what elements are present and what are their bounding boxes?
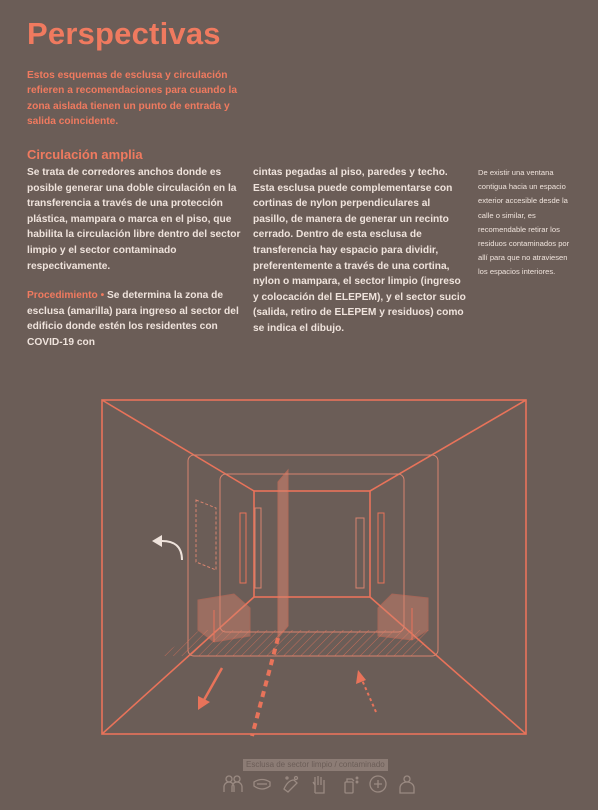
procedure-text: Se determina la zona de esclusa (amarilla) para ingreso al sector del edificio donde estén los residentes con COVID-19 con: [27, 290, 239, 348]
figure-caption: Esclusa de sector limpio / contaminado: [243, 759, 388, 771]
outflow-arrow-icon: [204, 668, 222, 700]
handwash-icon: [280, 773, 302, 795]
mask-icon: [251, 773, 273, 795]
side-note-text: De existir una ventana contigua hacia un espacio exterior accesible desde la calle o similar, es recomendable retirar los residuos contaminados por allí para que no atraviesen los espacios interiores.: [478, 168, 570, 277]
exit-arrow-icon: [160, 541, 182, 560]
distance-icon: [367, 773, 389, 795]
spray-icon: [338, 773, 360, 795]
side-window: [196, 500, 216, 570]
body-paragraph-2: [27, 288, 244, 350]
outer-frame: [102, 400, 526, 734]
section-heading: Circulación amplia: [27, 147, 143, 162]
people-icon: [222, 773, 244, 795]
inflow-arrow-icon: [362, 680, 376, 712]
center-divider: [278, 470, 288, 638]
right-bench: [378, 594, 428, 640]
back-wall: [254, 491, 370, 597]
body-paragraph-1: Se trata de corredores anchos donde es posible generar una doble circulación en la transferencia a través de una protección plástica, mampara o marca en el piso, que habilita la circulación libre dentro del sector limpio y el sector contaminado respectivamente.: [27, 167, 241, 272]
person-icon: [396, 773, 418, 795]
body-paragraph-3: cintas pegadas al piso, paredes y techo. Esta esclusa puede complementarse con cortinas de nylon perpendiculares al pasillo, de manera de generar un recinto cerrado. Dentro de esta esclusa de transferencia hay espacio para dividir, preferentemente a través de una cortina, nylon o mampara, el sector limpio (ingreso y colocación del ELEPEM), y el sector sucio (salida, retiro de ELEPEM y residuos) como se indica el dibujo.: [253, 167, 466, 334]
intro-text: Estos esquemas de esclusa y circulación refieren a recomendaciones para cuando la zona aislada tienen un punto de entrada y salida coincidente.: [27, 70, 238, 127]
procedure-label: Procedimiento •: [27, 290, 105, 302]
body-column-1: [27, 165, 244, 351]
page-title: Perspectivas: [27, 16, 221, 51]
left-bench: [198, 594, 250, 642]
side-note: [478, 166, 578, 280]
gloves-icon: [309, 773, 331, 795]
corridor-perspective-illustration: [100, 398, 528, 738]
body-column-2: [253, 165, 466, 337]
icon-row: [222, 773, 422, 797]
